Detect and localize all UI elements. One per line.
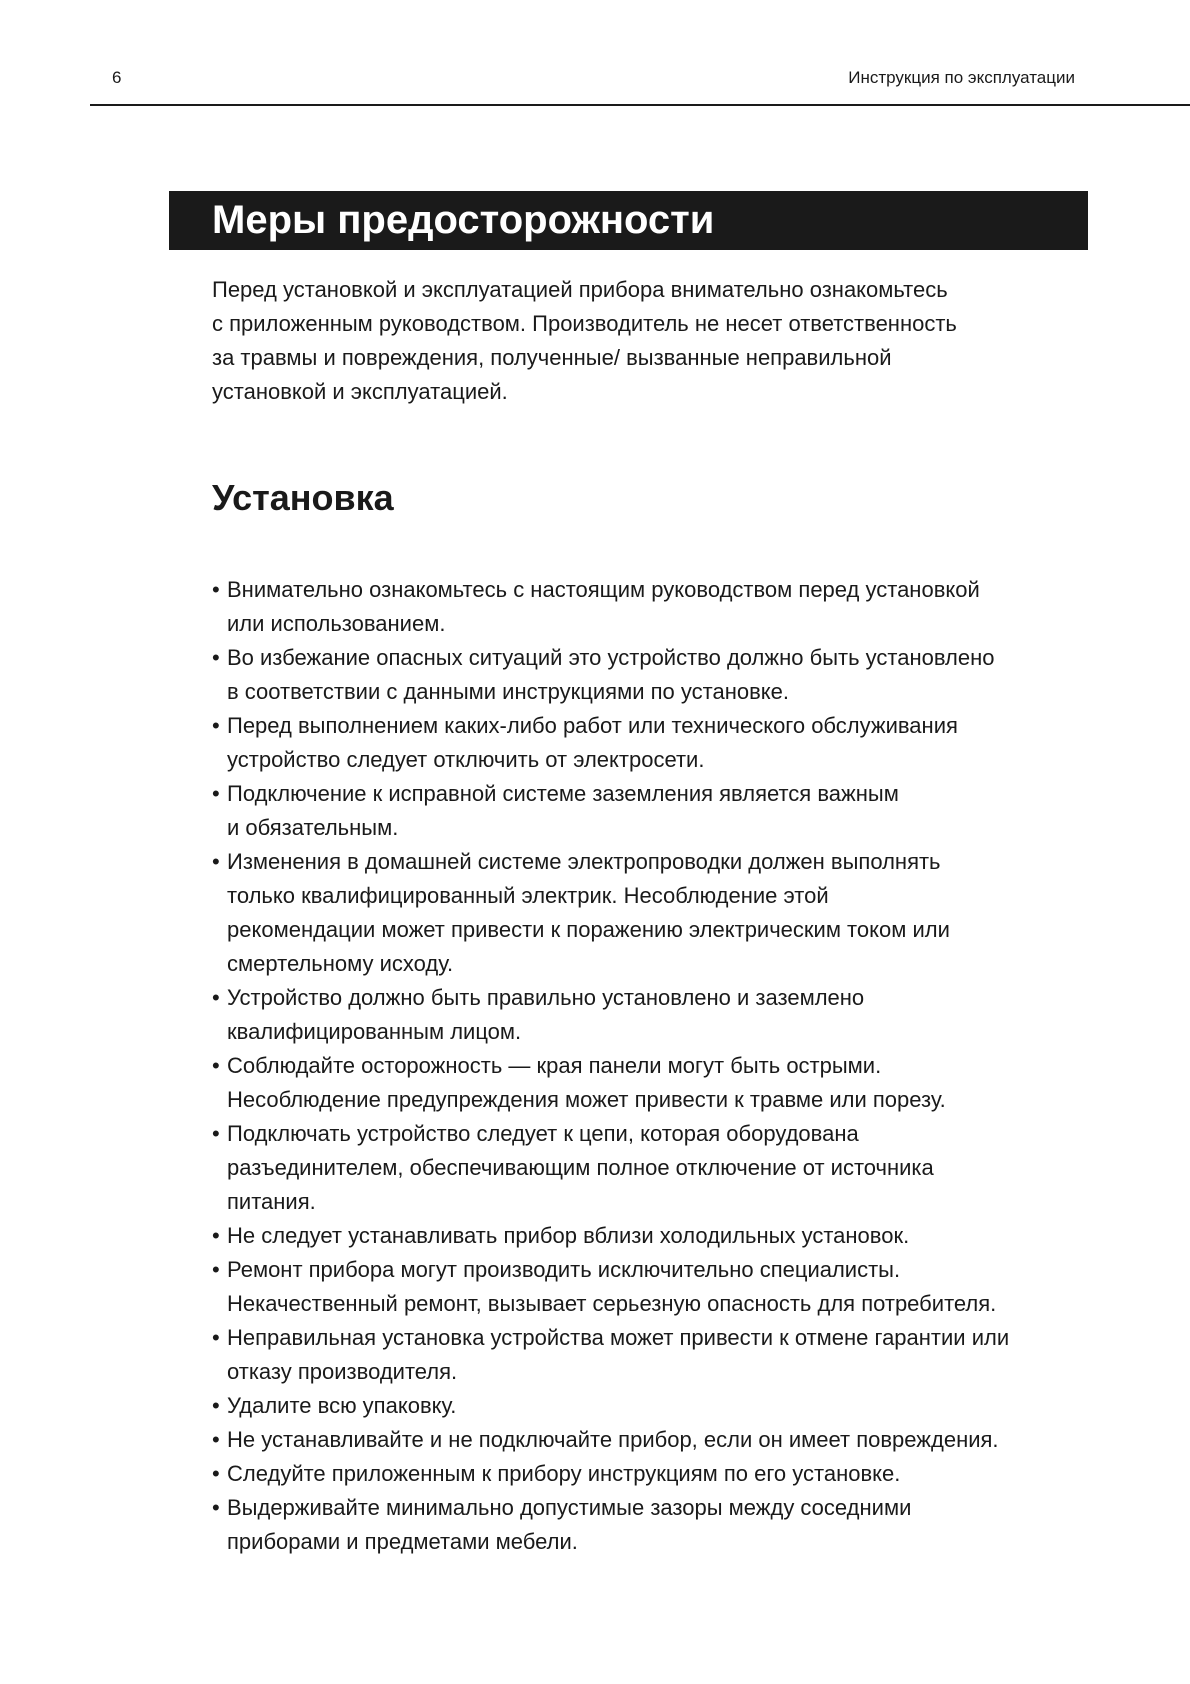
intro-line: Перед установкой и эксплуатацией прибора внимательно ознакомьтесь	[212, 277, 948, 302]
rule-item-line: Выдерживайте минимально допустимые зазоры между соседними	[227, 1495, 912, 1520]
bullet-icon: •	[212, 1427, 220, 1452]
bullet-icon: •	[212, 577, 220, 602]
bullet-icon: •	[212, 1325, 220, 1350]
bullet-icon: •	[212, 1223, 220, 1248]
installation-rules-list	[212, 573, 1112, 1559]
rule-item	[212, 1253, 1112, 1321]
bullet-icon: •	[212, 1393, 220, 1418]
bullet-icon: •	[212, 645, 220, 670]
rule-item-line: устройство следует отключить от электросети.	[227, 747, 705, 772]
rule-item-line: Не устанавливайте и не подключайте прибор, если он имеет повреждения.	[227, 1427, 999, 1452]
rule-item-line: Изменения в домашней системе электропроводки должен выполнять	[227, 849, 941, 874]
bullet-icon: •	[212, 985, 220, 1010]
rule-item-line: Перед выполнением каких-либо работ или технического обслуживания	[227, 713, 958, 738]
bullet-icon: •	[212, 1121, 220, 1146]
rule-item	[212, 845, 1112, 981]
intro-line: за травмы и повреждения, полученные/ вызванные неправильной	[212, 345, 892, 370]
bullet-icon: •	[212, 1495, 220, 1520]
rule-item	[212, 777, 1112, 845]
rule-item-line: Ремонт прибора могут производить исключительно специалисты.	[227, 1257, 901, 1282]
intro-line: с приложенным руководством. Производитель не несет ответственность	[212, 311, 957, 336]
rule-item	[212, 981, 1112, 1049]
rule-item-line: Соблюдайте осторожность — края панели могут быть острыми.	[227, 1053, 882, 1078]
rule-item	[212, 1389, 1112, 1423]
bullet-icon: •	[212, 781, 220, 806]
rule-item-line: в соответствии с данными инструкциями по установке.	[227, 679, 789, 704]
intro-line: установкой и эксплуатацией.	[212, 379, 508, 404]
bullet-icon: •	[212, 713, 220, 738]
rule-item-line: Не следует устанавливать прибор вблизи холодильных установок.	[227, 1223, 910, 1248]
rule-item	[212, 1491, 1112, 1559]
bullet-icon: •	[212, 849, 220, 874]
rule-item-line: Во избежание опасных ситуаций это устройство должно быть установлено	[227, 645, 995, 670]
intro-paragraph	[212, 273, 1092, 409]
rule-item-line: или использованием.	[227, 611, 446, 636]
rule-item-line: только квалифицированный электрик. Несоблюдение этой	[227, 883, 829, 908]
rule-item	[212, 1049, 1112, 1117]
rule-item	[212, 1457, 1112, 1491]
rule-item-line: Следуйте приложенным к прибору инструкциям по его установке.	[227, 1461, 901, 1486]
rule-item-line: Подключение к исправной системе заземления является важным	[227, 781, 899, 806]
running-title: Инструкция по эксплуатации	[848, 68, 1075, 87]
rule-item	[212, 709, 1112, 777]
page-header	[90, 0, 1190, 106]
rule-item	[212, 1117, 1112, 1219]
rule-item-line: рекомендации может привести к поражению электрическим током или	[227, 917, 950, 942]
bullet-icon: •	[212, 1053, 220, 1078]
rule-item-line: смертельному исходу.	[227, 951, 454, 976]
rule-item-line: и обязательным.	[227, 815, 399, 840]
rule-item-line: Несоблюдение предупреждения может привести к травме или порезу.	[227, 1087, 946, 1112]
bullet-icon: •	[212, 1461, 220, 1486]
rule-item	[212, 1321, 1112, 1389]
rule-item-line: Устройство должно быть правильно установлено и заземлено	[227, 985, 865, 1010]
rule-item-line: Некачественный ремонт, вызывает серьезную опасность для потребителя.	[227, 1291, 997, 1316]
bullet-icon: •	[212, 1257, 220, 1282]
page-number: 6	[112, 68, 122, 87]
rule-item-line: Удалите всю упаковку.	[227, 1393, 457, 1418]
rule-item-line: разъединителем, обеспечивающим полное отключение от источника	[227, 1155, 934, 1180]
rule-item-line: Подключать устройство следует к цепи, которая оборудована	[227, 1121, 859, 1146]
rule-item	[212, 641, 1112, 709]
rule-item-line: отказу производителя.	[227, 1359, 458, 1384]
rule-item	[212, 1423, 1112, 1457]
rule-item-line: приборами и предметами мебели.	[227, 1529, 578, 1554]
rule-item	[212, 1219, 1112, 1253]
rule-item-line: питания.	[227, 1189, 316, 1214]
rule-item-line: квалифицированным лицом.	[227, 1019, 522, 1044]
section-title-installation: Установка	[212, 477, 394, 518]
rule-item	[212, 573, 1112, 641]
rule-item-line: Внимательно ознакомьтесь с настоящим руководством перед установкой	[227, 577, 980, 602]
page-title: Меры предосторожности	[212, 198, 715, 242]
rule-item-line: Неправильная установка устройства может привести к отмене гарантии или	[227, 1325, 1010, 1350]
title-bar	[169, 191, 1088, 250]
